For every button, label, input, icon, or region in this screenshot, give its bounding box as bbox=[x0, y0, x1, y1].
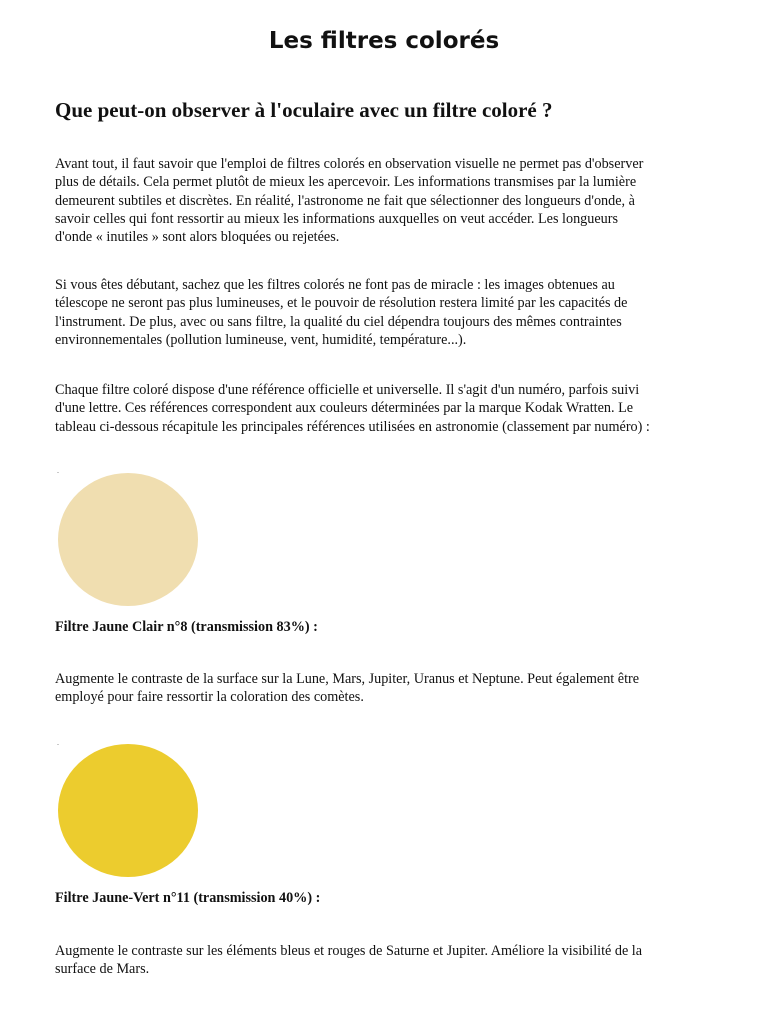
filter-description-yellow-green: Augmente le contraste sur les éléments bleus et rouges de Saturne et Jupiter. Améliore la visibilité de la surface de Mars. bbox=[55, 943, 643, 978]
light-yellow-filter-swatch bbox=[58, 473, 198, 606]
image-marker: . bbox=[57, 738, 59, 747]
reference-paragraph: Chaque filtre coloré dispose d'une référence officielle et universelle. Il s'agit d'un numéro, parfois suivi d'une lettre. Ces références correspondent aux couleurs déterminées par la marque Kodak Wratten. Le tableau ci-dessous récapitule les principales références utilisées en astronomie (classement par numéro) : bbox=[55, 382, 650, 435]
beginner-paragraph: Si vous êtes débutant, sachez que les filtres colorés ne font pas de miracle : les images obtenues au télescope ne seront pas plus lumineuses, et le pouvoir de résolution restera limité par les capacités de l'instrument. De plus, avec ou sans filtre, la qualité du ciel dépendra toujours des mêmes contraintes environnementales (pollution lumineuse, vent, humidité, température...). bbox=[55, 277, 628, 348]
filter-label-yellow-green: Filtre Jaune-Vert n°11 (transmission 40%) : bbox=[55, 890, 321, 906]
filter-label-light-yellow: Filtre Jaune Clair n°8 (transmission 83%) : bbox=[55, 619, 318, 635]
page-title: Les filtres colorés bbox=[268, 28, 500, 54]
yellow-green-filter-swatch bbox=[58, 744, 198, 877]
filter-description-light-yellow: Augmente le contraste de la surface sur la Lune, Mars, Jupiter, Uranus et Neptune. Peut également être employé pour faire ressortir la coloration des comètes. bbox=[55, 671, 640, 706]
intro-paragraph: Avant tout, il faut savoir que l'emploi de filtres colorés en observation visuelle ne permet pas d'observer plus de détails. Cela permet plutôt de mieux les apercevoir. Les informations transmises par la lumière demeurent subtiles et discrètes. En réalité, l'astronome ne fait que sélectionner des longueurs d'onde, à savoir celles qui font ressortir au mieux les informations auxquelles on veut accéder. Les longueurs d'onde « inutiles » sont alors bloquées ou rejetées. bbox=[55, 156, 644, 246]
image-marker: . bbox=[57, 466, 59, 475]
section-heading: Que peut-on observer à l'oculaire avec un filtre coloré ? bbox=[55, 98, 553, 122]
